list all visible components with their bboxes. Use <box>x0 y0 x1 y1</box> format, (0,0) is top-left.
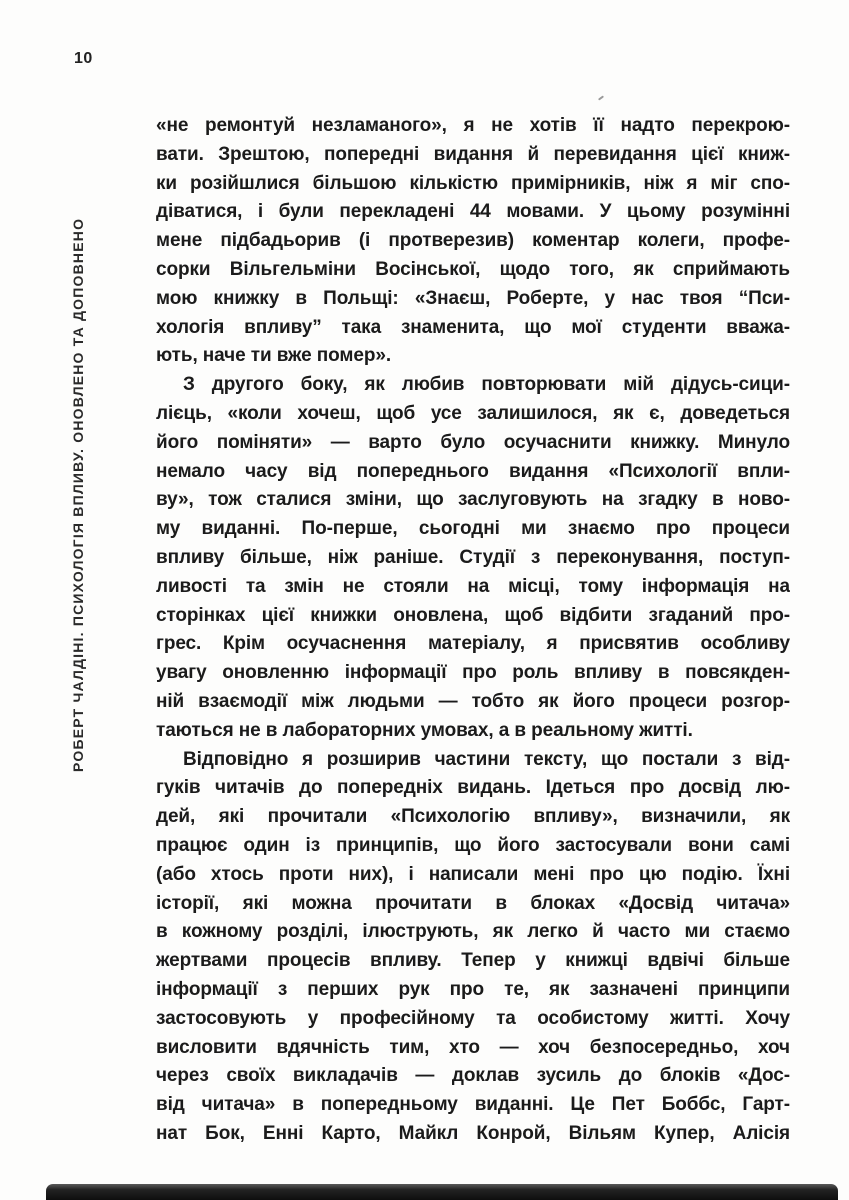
text-line: (або хтось проти них), і написали мені про цю подію. Їхні <box>156 863 790 885</box>
text-line: ки розійшлися більшою кількістю примірників, ніж я міг спо- <box>156 172 790 194</box>
scan-speck <box>598 95 604 100</box>
text-line: від читача» в попередньому виданні. Це Пет Боббс, Гарт- <box>156 1094 790 1116</box>
text-line: впливу більше, ніж раніше. Студії з переконування, поступ- <box>156 546 790 568</box>
text-line: мене підбадьорив (і протверезив) коментар колеги, профе- <box>156 230 790 252</box>
text-block <box>156 112 790 1149</box>
text-line: немало часу від попереднього видання «Психології впли- <box>156 460 790 482</box>
text-line: гуків читачів до попередніх видань. Ідеться про досвід лю- <box>156 777 790 799</box>
text-line: сорки Вільгельміни Восінської, щодо того, як сприймають <box>156 258 790 280</box>
text-line: інформації з перших рук про те, як зазначені принципи <box>156 978 790 1000</box>
text-line: увагу оновленню інформації про роль впливу в повсякден- <box>156 662 790 684</box>
text-line: му виданні. По-перше, сьогодні ми знаємо про процеси <box>156 518 790 540</box>
text-line: лієць, «коли хочеш, щоб усе залишилося, як є, доведеться <box>156 402 790 424</box>
page-number: 10 <box>74 50 93 67</box>
text-line: сторінках цієї книжки оновлена, щоб відбити згаданий про- <box>156 604 790 626</box>
text-line: в кожному розділі, ілюструють, як легко й часто ми стаємо <box>156 921 790 943</box>
text-line: жертвами процесів впливу. Тепер у книжці вдвічі більше <box>156 950 790 972</box>
text-line: через своїх викладачів — доклав зусиль до блоків «Дос- <box>156 1065 790 1087</box>
text-line: висловити вдячність тим, хто — хоч безпосередньо, хоч <box>156 1036 790 1058</box>
text-line: грес. Крім осучаснення матеріалу, я присвятив особливу <box>156 633 790 655</box>
text-line: його поміняти» — варто було осучаснити книжку. Минуло <box>156 431 790 453</box>
margin-book-title: РОБЕРТ ЧАЛДІНІ. ПСИХОЛОГІЯ ВПЛИВУ. ОНОВЛЕНО ТА ДОПОВНЕНО <box>70 217 86 772</box>
text-line: історії, які можна прочитати в блоках «Досвід читача» <box>156 892 790 914</box>
text-line: ній взаємодії між людьми — тобто як його процеси розгор- <box>156 690 790 712</box>
text-line: «не ремонтуй незламаного», я не хотів її надто перекрою- <box>156 115 790 136</box>
text-line: ву», тож сталися зміни, що заслуговують на згадку в ново- <box>156 489 790 511</box>
text-line: дей, які прочитали «Психологію впливу», визначили, як <box>156 806 790 828</box>
text-line: ливості та змін не стояли на місці, тому інформація на <box>156 575 790 597</box>
text-line: працює один із принципів, що його застосували вони самі <box>156 834 790 856</box>
text-line: З другого боку, як любив повторювати мій дідусь-сици- <box>183 374 790 396</box>
text-line: хологія впливу” така знаменита, що мої студенти вважа- <box>156 316 790 338</box>
text-line: мою книжку в Польщі: «Знаєш, Роберте, у нас твоя “Пси- <box>156 287 790 309</box>
text-line: ють, наче ти вже помер». <box>156 345 392 367</box>
text-line: застосовують у професійному та особистому житті. Хочу <box>156 1007 790 1029</box>
text-line: діватися, і були перекладені 44 мовами. У цьому розумінні <box>156 201 790 223</box>
page-bottom-edge-shadow <box>46 1184 838 1200</box>
text-line: вати. Зрештою, попередні видання й перевидання цієї книж- <box>156 143 790 165</box>
text-line: таються не в лабораторних умовах, а в реальному житті. <box>156 719 693 741</box>
text-line: Відповідно я розширив частини тексту, що постали з від- <box>183 748 790 770</box>
text-line: нат Бок, Енні Карто, Майкл Конрой, Вільям Купер, Алісія <box>156 1122 790 1144</box>
